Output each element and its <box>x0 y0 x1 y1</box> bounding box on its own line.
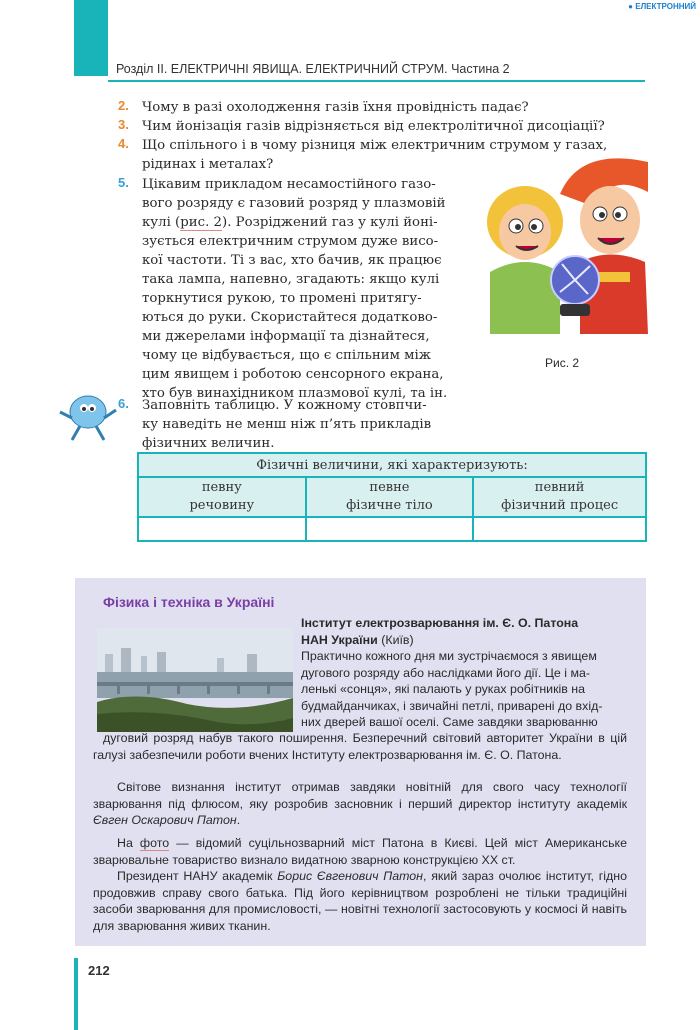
text-line: ються до руки. Скористайтеся додатково- <box>142 310 438 325</box>
text-line <box>142 213 472 232</box>
heading-line <box>301 632 627 649</box>
text-span: . <box>236 813 241 827</box>
table-column-header <box>306 477 474 517</box>
table-cell[interactable] <box>473 517 646 541</box>
text-line: них дверей вашої оселі. Саме завдяки зварюванню <box>301 715 598 729</box>
text-line: цим явищем і роботою сенсорного екрана, <box>142 367 444 382</box>
header-line: фізичний процес <box>501 498 619 513</box>
article-paragraph <box>93 868 627 934</box>
article-paragraph <box>301 648 627 731</box>
question-number: 6. <box>118 396 129 411</box>
person-name: Євген Оскарович Патон <box>93 813 237 827</box>
text-span: , який зараз очолює інститут, гідно продовжив справу свого батька. Під його керівництвом розроблені не тільки традиційні засоби зварювання для промисловості, — новітні технології застосовують у космосі й навіть для зварювання живих тканин. <box>93 869 627 933</box>
text-line: будмайданчиках, і звичайні петлі, приварені до вхід- <box>301 698 603 713</box>
text-line: така лампа, напевно, згадають: якщо кулі <box>142 272 440 287</box>
chapter-header: Розділ ІІ. ЕЛЕКТРИЧНІ ЯВИЩА. ЕЛЕКТРИЧНИЙ СТРУМ. Частина 2 <box>116 62 510 76</box>
text-line: вого розряду є газовий розряд у плазмовій <box>142 196 446 211</box>
question-text: Чим йонізація газів відрізняється від електролітичної дисоціації? <box>142 119 605 134</box>
question-number: 4. <box>118 136 129 151</box>
text-line: ленькі «сонця», які палають у руках робітників на <box>301 682 586 696</box>
mascot-icon <box>58 388 122 442</box>
article-paragraph <box>93 835 627 868</box>
publisher-logo <box>628 2 696 11</box>
heading-line: Інститут електрозварювання ім. Є. О. Патона <box>301 616 579 630</box>
heading-city: (Київ) <box>377 632 414 647</box>
text-span: — відомий суцільнозварний міст Патона в Києві. Цей міст Американське зварювальне товариство визнало видатною зварною конструкцією XX ст. <box>93 836 627 867</box>
question-text <box>142 175 472 403</box>
header-divider <box>108 80 645 82</box>
page-margin-bar <box>74 958 78 1030</box>
text-line: дугового розряду або наслідками його дії. Це і ма- <box>301 665 590 680</box>
logo-text: ЕЛЕКТРОННИЙ <box>635 2 696 11</box>
text-line: фізичних величин. <box>142 436 275 451</box>
table-span-header: Фізичні величини, які характеризують: <box>138 453 646 477</box>
text-span: ). Розріджений газ у кулі йоні- <box>222 215 438 230</box>
table-cell[interactable] <box>138 517 306 541</box>
question-text <box>142 396 472 453</box>
logo-icon: ● <box>628 2 633 11</box>
table-cell[interactable] <box>306 517 474 541</box>
header-line: певний <box>534 480 585 495</box>
text-line: зується електричним струмом дуже висо- <box>142 234 439 249</box>
header-line: речовину <box>189 498 255 513</box>
text-line: кої частоти. Ті з вас, хто бачив, як працює <box>142 253 442 268</box>
bridge-photo <box>97 628 293 732</box>
question-text: Чому в разі охолодження газів їхня провідність падає? <box>142 100 529 115</box>
heading-org: НАН України <box>301 632 378 647</box>
text-line: Заповніть таблицю. У кожному стовпчи- <box>142 398 427 413</box>
text-span: На <box>117 836 140 850</box>
header-line: певне <box>369 480 410 495</box>
question-number: 5. <box>118 175 129 190</box>
page-number: 212 <box>88 963 110 978</box>
header-accent-bar <box>74 0 108 76</box>
figure-caption: Рис. 2 <box>545 356 580 370</box>
text-span: Світове визнання інститут отримав завдяки новітній для свого часу технології зварювання під флюсом, яку розробив засновник і перший директор інституту академік <box>93 780 627 811</box>
text-line: Цікавим прикладом несамостійного газо- <box>142 177 436 192</box>
figure-link[interactable]: рис. 2 <box>180 215 222 230</box>
info-box-title: Фізика і техніка в Україні <box>103 594 275 610</box>
text-line: чому це відбувається, що є спільним між <box>142 348 431 363</box>
article-paragraph <box>93 779 627 829</box>
header-line: певну <box>201 480 242 495</box>
table-column-header <box>473 477 646 517</box>
text-line: хто був винахідником плазмової кулі, та ін. <box>142 386 448 401</box>
header-line: фізичне тіло <box>346 498 433 513</box>
text-line: Практично кожного дня ми зустрічаємося з явищем <box>301 649 597 663</box>
article-paragraph: дуговий розряд набув такого поширення. Безперечний світовий авторитет України в цій галузі забезпечили роботи вчених Інституту електрозварювання ім. Є. О. Патона. <box>93 731 627 762</box>
question-number: 3. <box>118 117 129 132</box>
text-line: Що спільного і в чому різниця між електричним струмом у газах, <box>142 138 608 153</box>
text-span: кулі ( <box>142 215 181 230</box>
article-heading <box>301 615 627 648</box>
text-span: Президент НАНУ академік <box>117 869 278 883</box>
person-name: Борис Євгенович Патон <box>277 869 424 883</box>
text-line: ми джерелами інформації та дізнайтеся, <box>142 329 430 344</box>
plasma-ball-illustration <box>480 152 648 344</box>
physical-quantities-table <box>137 452 647 542</box>
text-line: рідинах і металах? <box>142 157 274 172</box>
photo-link[interactable]: фото <box>139 836 170 850</box>
text-line: торкнутися рукою, то промені притягу- <box>142 291 422 306</box>
table-column-header <box>138 477 306 517</box>
question-number: 2. <box>118 98 129 113</box>
text-line: ку наведіть не менш ніж п’ять прикладів <box>142 417 432 432</box>
